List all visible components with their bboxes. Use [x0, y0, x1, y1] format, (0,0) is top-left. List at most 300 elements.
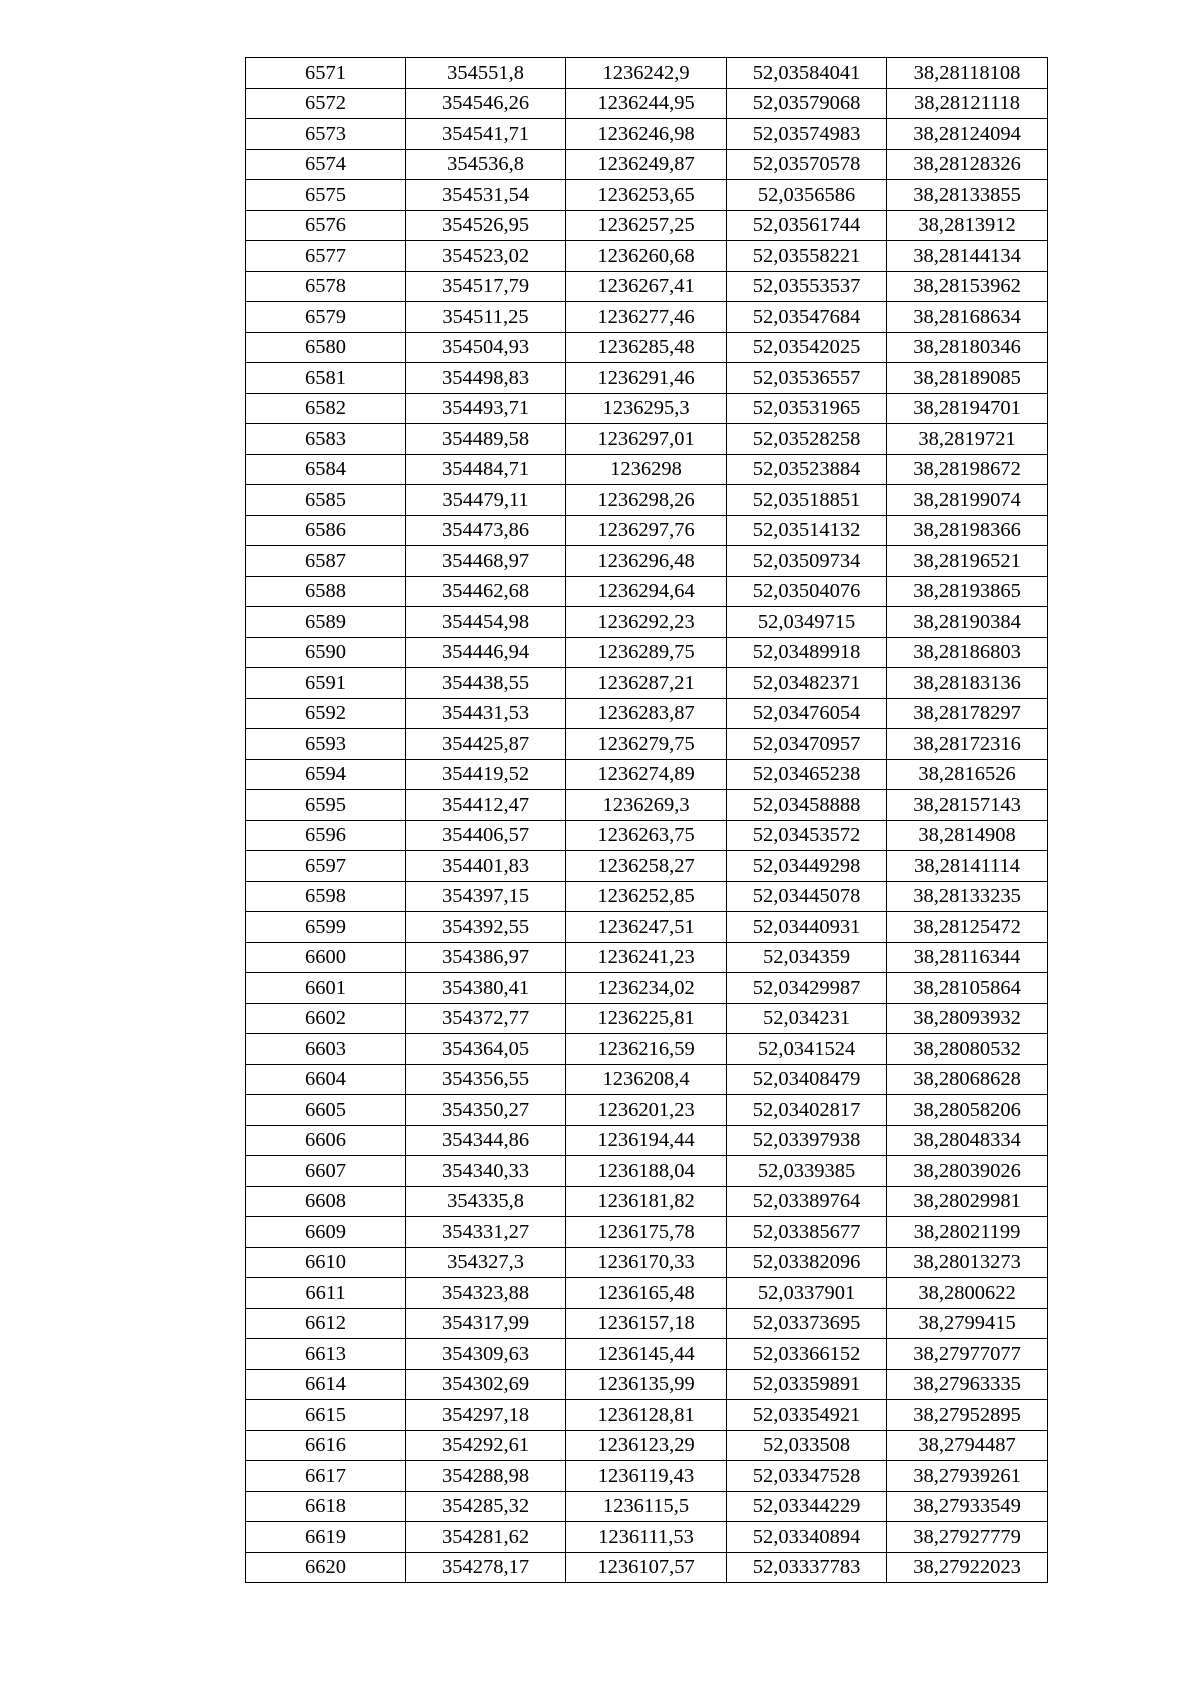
- point-number-cell: 6613: [246, 1339, 406, 1370]
- longitude-cell: 38,2794487: [887, 1430, 1048, 1461]
- table-row: [246, 1522, 1048, 1553]
- latitude-cell: 52,03514132: [727, 515, 887, 546]
- point-number-cell: 6603: [246, 1034, 406, 1065]
- longitude-cell: 38,27927779: [887, 1522, 1048, 1553]
- latitude-cell: 52,03429987: [727, 973, 887, 1004]
- latitude-cell: 52,03528258: [727, 424, 887, 455]
- y-coordinate-cell: 1236297,01: [566, 424, 727, 455]
- y-coordinate-cell: 1236123,29: [566, 1430, 727, 1461]
- latitude-cell: 52,03579068: [727, 88, 887, 119]
- latitude-cell: 52,034231: [727, 1003, 887, 1034]
- x-coordinate-cell: 354454,98: [406, 607, 566, 638]
- longitude-cell: 38,28180346: [887, 332, 1048, 363]
- table-row: [246, 576, 1048, 607]
- table-row: [246, 363, 1048, 394]
- longitude-cell: 38,28105864: [887, 973, 1048, 1004]
- y-coordinate-cell: 1236244,95: [566, 88, 727, 119]
- y-coordinate-cell: 1236181,82: [566, 1186, 727, 1217]
- point-number-cell: 6583: [246, 424, 406, 455]
- longitude-cell: 38,28199074: [887, 485, 1048, 516]
- latitude-cell: 52,0337901: [727, 1278, 887, 1309]
- point-number-cell: 6593: [246, 729, 406, 760]
- table-row: [246, 1125, 1048, 1156]
- point-number-cell: 6588: [246, 576, 406, 607]
- x-coordinate-cell: 354406,57: [406, 820, 566, 851]
- latitude-cell: 52,03553537: [727, 271, 887, 302]
- x-coordinate-cell: 354285,32: [406, 1491, 566, 1522]
- latitude-cell: 52,033508: [727, 1430, 887, 1461]
- y-coordinate-cell: 1236145,44: [566, 1339, 727, 1370]
- latitude-cell: 52,03489918: [727, 637, 887, 668]
- point-number-cell: 6595: [246, 790, 406, 821]
- table-row: [246, 58, 1048, 89]
- point-number-cell: 6586: [246, 515, 406, 546]
- y-coordinate-cell: 1236260,68: [566, 241, 727, 272]
- point-number-cell: 6584: [246, 454, 406, 485]
- y-coordinate-cell: 1236135,99: [566, 1369, 727, 1400]
- table-row: [246, 1064, 1048, 1095]
- latitude-cell: 52,0339385: [727, 1156, 887, 1187]
- longitude-cell: 38,28193865: [887, 576, 1048, 607]
- latitude-cell: 52,03482371: [727, 668, 887, 699]
- table-row: [246, 1430, 1048, 1461]
- point-number-cell: 6619: [246, 1522, 406, 1553]
- y-coordinate-cell: 1236289,75: [566, 637, 727, 668]
- y-coordinate-cell: 1236287,21: [566, 668, 727, 699]
- point-number-cell: 6606: [246, 1125, 406, 1156]
- point-number-cell: 6604: [246, 1064, 406, 1095]
- x-coordinate-cell: 354493,71: [406, 393, 566, 424]
- y-coordinate-cell: 1236291,46: [566, 363, 727, 394]
- table-row: [246, 1186, 1048, 1217]
- latitude-cell: 52,03440931: [727, 912, 887, 943]
- latitude-cell: 52,03402817: [727, 1095, 887, 1126]
- latitude-cell: 52,03389764: [727, 1186, 887, 1217]
- point-number-cell: 6587: [246, 546, 406, 577]
- point-number-cell: 6609: [246, 1217, 406, 1248]
- latitude-cell: 52,03445078: [727, 881, 887, 912]
- y-coordinate-cell: 1236257,25: [566, 210, 727, 241]
- x-coordinate-cell: 354392,55: [406, 912, 566, 943]
- table-row: [246, 759, 1048, 790]
- y-coordinate-cell: 1236296,48: [566, 546, 727, 577]
- y-coordinate-cell: 1236128,81: [566, 1400, 727, 1431]
- x-coordinate-cell: 354356,55: [406, 1064, 566, 1095]
- x-coordinate-cell: 354425,87: [406, 729, 566, 760]
- table-row: [246, 454, 1048, 485]
- latitude-cell: 52,03449298: [727, 851, 887, 882]
- x-coordinate-cell: 354278,17: [406, 1552, 566, 1583]
- table-row: [246, 1552, 1048, 1583]
- table-row: [246, 485, 1048, 516]
- latitude-cell: 52,034359: [727, 942, 887, 973]
- table-row: [246, 88, 1048, 119]
- y-coordinate-cell: 1236115,5: [566, 1491, 727, 1522]
- latitude-cell: 52,03354921: [727, 1400, 887, 1431]
- latitude-cell: 52,03504076: [727, 576, 887, 607]
- x-coordinate-cell: 354489,58: [406, 424, 566, 455]
- x-coordinate-cell: 354344,86: [406, 1125, 566, 1156]
- longitude-cell: 38,27939261: [887, 1461, 1048, 1492]
- y-coordinate-cell: 1236165,48: [566, 1278, 727, 1309]
- table-row: [246, 1034, 1048, 1065]
- x-coordinate-cell: 354551,8: [406, 58, 566, 89]
- x-coordinate-cell: 354327,3: [406, 1247, 566, 1278]
- point-number-cell: 6614: [246, 1369, 406, 1400]
- latitude-cell: 52,03536557: [727, 363, 887, 394]
- table-row: [246, 149, 1048, 180]
- x-coordinate-cell: 354479,11: [406, 485, 566, 516]
- y-coordinate-cell: 1236298: [566, 454, 727, 485]
- point-number-cell: 6594: [246, 759, 406, 790]
- point-number-cell: 6600: [246, 942, 406, 973]
- latitude-cell: 52,03397938: [727, 1125, 887, 1156]
- point-number-cell: 6608: [246, 1186, 406, 1217]
- x-coordinate-cell: 354462,68: [406, 576, 566, 607]
- point-number-cell: 6576: [246, 210, 406, 241]
- y-coordinate-cell: 1236194,44: [566, 1125, 727, 1156]
- latitude-cell: 52,03385677: [727, 1217, 887, 1248]
- table-row: [246, 607, 1048, 638]
- table-row: [246, 1003, 1048, 1034]
- table-row: [246, 332, 1048, 363]
- latitude-cell: 52,03359891: [727, 1369, 887, 1400]
- y-coordinate-cell: 1236201,23: [566, 1095, 727, 1126]
- point-number-cell: 6592: [246, 698, 406, 729]
- x-coordinate-cell: 354309,63: [406, 1339, 566, 1370]
- x-coordinate-cell: 354468,97: [406, 546, 566, 577]
- y-coordinate-cell: 1236294,64: [566, 576, 727, 607]
- longitude-cell: 38,28116344: [887, 942, 1048, 973]
- x-coordinate-cell: 354412,47: [406, 790, 566, 821]
- table-row: [246, 393, 1048, 424]
- longitude-cell: 38,28039026: [887, 1156, 1048, 1187]
- longitude-cell: 38,28172316: [887, 729, 1048, 760]
- x-coordinate-cell: 354517,79: [406, 271, 566, 302]
- table-row: [246, 1369, 1048, 1400]
- point-number-cell: 6577: [246, 241, 406, 272]
- longitude-cell: 38,2799415: [887, 1308, 1048, 1339]
- table-row: [246, 302, 1048, 333]
- point-number-cell: 6581: [246, 363, 406, 394]
- longitude-cell: 38,28013273: [887, 1247, 1048, 1278]
- x-coordinate-cell: 354523,02: [406, 241, 566, 272]
- longitude-cell: 38,28168634: [887, 302, 1048, 333]
- longitude-cell: 38,28058206: [887, 1095, 1048, 1126]
- point-number-cell: 6589: [246, 607, 406, 638]
- table-row: [246, 271, 1048, 302]
- longitude-cell: 38,28141114: [887, 851, 1048, 882]
- table-row: [246, 180, 1048, 211]
- x-coordinate-cell: 354372,77: [406, 1003, 566, 1034]
- latitude-cell: 52,03453572: [727, 820, 887, 851]
- longitude-cell: 38,28198672: [887, 454, 1048, 485]
- table-row: [246, 881, 1048, 912]
- point-number-cell: 6579: [246, 302, 406, 333]
- longitude-cell: 38,27922023: [887, 1552, 1048, 1583]
- point-number-cell: 6585: [246, 485, 406, 516]
- point-number-cell: 6612: [246, 1308, 406, 1339]
- x-coordinate-cell: 354536,8: [406, 149, 566, 180]
- point-number-cell: 6605: [246, 1095, 406, 1126]
- table-row: [246, 1308, 1048, 1339]
- y-coordinate-cell: 1236234,02: [566, 973, 727, 1004]
- longitude-cell: 38,27952895: [887, 1400, 1048, 1431]
- y-coordinate-cell: 1236216,59: [566, 1034, 727, 1065]
- point-number-cell: 6591: [246, 668, 406, 699]
- longitude-cell: 38,28194701: [887, 393, 1048, 424]
- latitude-cell: 52,03558221: [727, 241, 887, 272]
- x-coordinate-cell: 354504,93: [406, 332, 566, 363]
- table-row: [246, 820, 1048, 851]
- longitude-cell: 38,27963335: [887, 1369, 1048, 1400]
- table-row: [246, 424, 1048, 455]
- table-row: [246, 1400, 1048, 1431]
- latitude-cell: 52,03347528: [727, 1461, 887, 1492]
- longitude-cell: 38,28133855: [887, 180, 1048, 211]
- point-number-cell: 6611: [246, 1278, 406, 1309]
- point-number-cell: 6574: [246, 149, 406, 180]
- longitude-cell: 38,2814908: [887, 820, 1048, 851]
- table-row: [246, 1339, 1048, 1370]
- y-coordinate-cell: 1236274,89: [566, 759, 727, 790]
- longitude-cell: 38,28157143: [887, 790, 1048, 821]
- table-row: [246, 851, 1048, 882]
- longitude-cell: 38,28190384: [887, 607, 1048, 638]
- latitude-cell: 52,03518851: [727, 485, 887, 516]
- x-coordinate-cell: 354484,71: [406, 454, 566, 485]
- point-number-cell: 6598: [246, 881, 406, 912]
- latitude-cell: 52,03340894: [727, 1522, 887, 1553]
- latitude-cell: 52,03561744: [727, 210, 887, 241]
- y-coordinate-cell: 1236283,87: [566, 698, 727, 729]
- table-row: [246, 942, 1048, 973]
- x-coordinate-cell: 354531,54: [406, 180, 566, 211]
- table-row: [246, 241, 1048, 272]
- table-row: [246, 637, 1048, 668]
- point-number-cell: 6596: [246, 820, 406, 851]
- table-row: [246, 698, 1048, 729]
- longitude-cell: 38,28029981: [887, 1186, 1048, 1217]
- coordinates-table-body: [246, 58, 1048, 1583]
- x-coordinate-cell: 354526,95: [406, 210, 566, 241]
- table-row: [246, 1217, 1048, 1248]
- latitude-cell: 52,03373695: [727, 1308, 887, 1339]
- point-number-cell: 6617: [246, 1461, 406, 1492]
- point-number-cell: 6599: [246, 912, 406, 943]
- y-coordinate-cell: 1236247,51: [566, 912, 727, 943]
- point-number-cell: 6607: [246, 1156, 406, 1187]
- x-coordinate-cell: 354317,99: [406, 1308, 566, 1339]
- longitude-cell: 38,28183136: [887, 668, 1048, 699]
- latitude-cell: 52,03382096: [727, 1247, 887, 1278]
- longitude-cell: 38,28196521: [887, 546, 1048, 577]
- y-coordinate-cell: 1236298,26: [566, 485, 727, 516]
- table-row: [246, 1461, 1048, 1492]
- table-row: [246, 119, 1048, 150]
- latitude-cell: 52,0349715: [727, 607, 887, 638]
- longitude-cell: 38,27933549: [887, 1491, 1048, 1522]
- x-coordinate-cell: 354335,8: [406, 1186, 566, 1217]
- point-number-cell: 6601: [246, 973, 406, 1004]
- longitude-cell: 38,2800622: [887, 1278, 1048, 1309]
- point-number-cell: 6575: [246, 180, 406, 211]
- point-number-cell: 6578: [246, 271, 406, 302]
- y-coordinate-cell: 1236119,43: [566, 1461, 727, 1492]
- table-row: [246, 729, 1048, 760]
- x-coordinate-cell: 354323,88: [406, 1278, 566, 1309]
- table-row: [246, 790, 1048, 821]
- latitude-cell: 52,03470957: [727, 729, 887, 760]
- coordinates-table: [245, 57, 1048, 1583]
- point-number-cell: 6615: [246, 1400, 406, 1431]
- y-coordinate-cell: 1236157,18: [566, 1308, 727, 1339]
- longitude-cell: 38,28118108: [887, 58, 1048, 89]
- point-number-cell: 6572: [246, 88, 406, 119]
- y-coordinate-cell: 1236249,87: [566, 149, 727, 180]
- point-number-cell: 6616: [246, 1430, 406, 1461]
- y-coordinate-cell: 1236188,04: [566, 1156, 727, 1187]
- y-coordinate-cell: 1236170,33: [566, 1247, 727, 1278]
- latitude-cell: 52,03523884: [727, 454, 887, 485]
- table-row: [246, 973, 1048, 1004]
- y-coordinate-cell: 1236253,65: [566, 180, 727, 211]
- x-coordinate-cell: 354288,98: [406, 1461, 566, 1492]
- y-coordinate-cell: 1236107,57: [566, 1552, 727, 1583]
- y-coordinate-cell: 1236285,48: [566, 332, 727, 363]
- x-coordinate-cell: 354292,61: [406, 1430, 566, 1461]
- y-coordinate-cell: 1236208,4: [566, 1064, 727, 1095]
- latitude-cell: 52,03584041: [727, 58, 887, 89]
- table-row: [246, 1278, 1048, 1309]
- longitude-cell: 38,28128326: [887, 149, 1048, 180]
- latitude-cell: 52,03408479: [727, 1064, 887, 1095]
- y-coordinate-cell: 1236297,76: [566, 515, 727, 546]
- x-coordinate-cell: 354546,26: [406, 88, 566, 119]
- point-number-cell: 6602: [246, 1003, 406, 1034]
- x-coordinate-cell: 354340,33: [406, 1156, 566, 1187]
- table-row: [246, 515, 1048, 546]
- y-coordinate-cell: 1236111,53: [566, 1522, 727, 1553]
- latitude-cell: 52,03476054: [727, 698, 887, 729]
- x-coordinate-cell: 354397,15: [406, 881, 566, 912]
- latitude-cell: 52,03458888: [727, 790, 887, 821]
- x-coordinate-cell: 354511,25: [406, 302, 566, 333]
- y-coordinate-cell: 1236263,75: [566, 820, 727, 851]
- x-coordinate-cell: 354473,86: [406, 515, 566, 546]
- longitude-cell: 38,27977077: [887, 1339, 1048, 1370]
- x-coordinate-cell: 354438,55: [406, 668, 566, 699]
- x-coordinate-cell: 354401,83: [406, 851, 566, 882]
- y-coordinate-cell: 1236267,41: [566, 271, 727, 302]
- x-coordinate-cell: 354281,62: [406, 1522, 566, 1553]
- longitude-cell: 38,28021199: [887, 1217, 1048, 1248]
- table-row: [246, 1095, 1048, 1126]
- longitude-cell: 38,28048334: [887, 1125, 1048, 1156]
- latitude-cell: 52,03465238: [727, 759, 887, 790]
- latitude-cell: 52,03509734: [727, 546, 887, 577]
- y-coordinate-cell: 1236269,3: [566, 790, 727, 821]
- longitude-cell: 38,28189085: [887, 363, 1048, 394]
- x-coordinate-cell: 354498,83: [406, 363, 566, 394]
- latitude-cell: 52,03547684: [727, 302, 887, 333]
- longitude-cell: 38,28093932: [887, 1003, 1048, 1034]
- point-number-cell: 6573: [246, 119, 406, 150]
- latitude-cell: 52,03531965: [727, 393, 887, 424]
- point-number-cell: 6597: [246, 851, 406, 882]
- longitude-cell: 38,28121118: [887, 88, 1048, 119]
- table-row: [246, 546, 1048, 577]
- latitude-cell: 52,03344229: [727, 1491, 887, 1522]
- y-coordinate-cell: 1236292,23: [566, 607, 727, 638]
- table-row: [246, 668, 1048, 699]
- y-coordinate-cell: 1236279,75: [566, 729, 727, 760]
- latitude-cell: 52,0341524: [727, 1034, 887, 1065]
- y-coordinate-cell: 1236242,9: [566, 58, 727, 89]
- point-number-cell: 6610: [246, 1247, 406, 1278]
- y-coordinate-cell: 1236295,3: [566, 393, 727, 424]
- table-row: [246, 1491, 1048, 1522]
- x-coordinate-cell: 354350,27: [406, 1095, 566, 1126]
- table-row: [246, 1156, 1048, 1187]
- longitude-cell: 38,28178297: [887, 698, 1048, 729]
- longitude-cell: 38,2819721: [887, 424, 1048, 455]
- x-coordinate-cell: 354386,97: [406, 942, 566, 973]
- y-coordinate-cell: 1236277,46: [566, 302, 727, 333]
- longitude-cell: 38,2816526: [887, 759, 1048, 790]
- table-row: [246, 210, 1048, 241]
- longitude-cell: 38,28080532: [887, 1034, 1048, 1065]
- latitude-cell: 52,03366152: [727, 1339, 887, 1370]
- longitude-cell: 38,28144134: [887, 241, 1048, 272]
- latitude-cell: 52,03337783: [727, 1552, 887, 1583]
- y-coordinate-cell: 1236241,23: [566, 942, 727, 973]
- y-coordinate-cell: 1236252,85: [566, 881, 727, 912]
- y-coordinate-cell: 1236246,98: [566, 119, 727, 150]
- point-number-cell: 6620: [246, 1552, 406, 1583]
- x-coordinate-cell: 354331,27: [406, 1217, 566, 1248]
- x-coordinate-cell: 354297,18: [406, 1400, 566, 1431]
- longitude-cell: 38,28186803: [887, 637, 1048, 668]
- table-row: [246, 912, 1048, 943]
- x-coordinate-cell: 354541,71: [406, 119, 566, 150]
- point-number-cell: 6590: [246, 637, 406, 668]
- y-coordinate-cell: 1236175,78: [566, 1217, 727, 1248]
- y-coordinate-cell: 1236225,81: [566, 1003, 727, 1034]
- y-coordinate-cell: 1236258,27: [566, 851, 727, 882]
- longitude-cell: 38,28124094: [887, 119, 1048, 150]
- point-number-cell: 6618: [246, 1491, 406, 1522]
- longitude-cell: 38,2813912: [887, 210, 1048, 241]
- latitude-cell: 52,03570578: [727, 149, 887, 180]
- x-coordinate-cell: 354419,52: [406, 759, 566, 790]
- x-coordinate-cell: 354380,41: [406, 973, 566, 1004]
- table-row: [246, 1247, 1048, 1278]
- point-number-cell: 6582: [246, 393, 406, 424]
- longitude-cell: 38,28198366: [887, 515, 1048, 546]
- point-number-cell: 6571: [246, 58, 406, 89]
- x-coordinate-cell: 354431,53: [406, 698, 566, 729]
- latitude-cell: 52,03574983: [727, 119, 887, 150]
- longitude-cell: 38,28153962: [887, 271, 1048, 302]
- longitude-cell: 38,28133235: [887, 881, 1048, 912]
- latitude-cell: 52,0356586: [727, 180, 887, 211]
- latitude-cell: 52,03542025: [727, 332, 887, 363]
- longitude-cell: 38,28068628: [887, 1064, 1048, 1095]
- longitude-cell: 38,28125472: [887, 912, 1048, 943]
- x-coordinate-cell: 354302,69: [406, 1369, 566, 1400]
- x-coordinate-cell: 354364,05: [406, 1034, 566, 1065]
